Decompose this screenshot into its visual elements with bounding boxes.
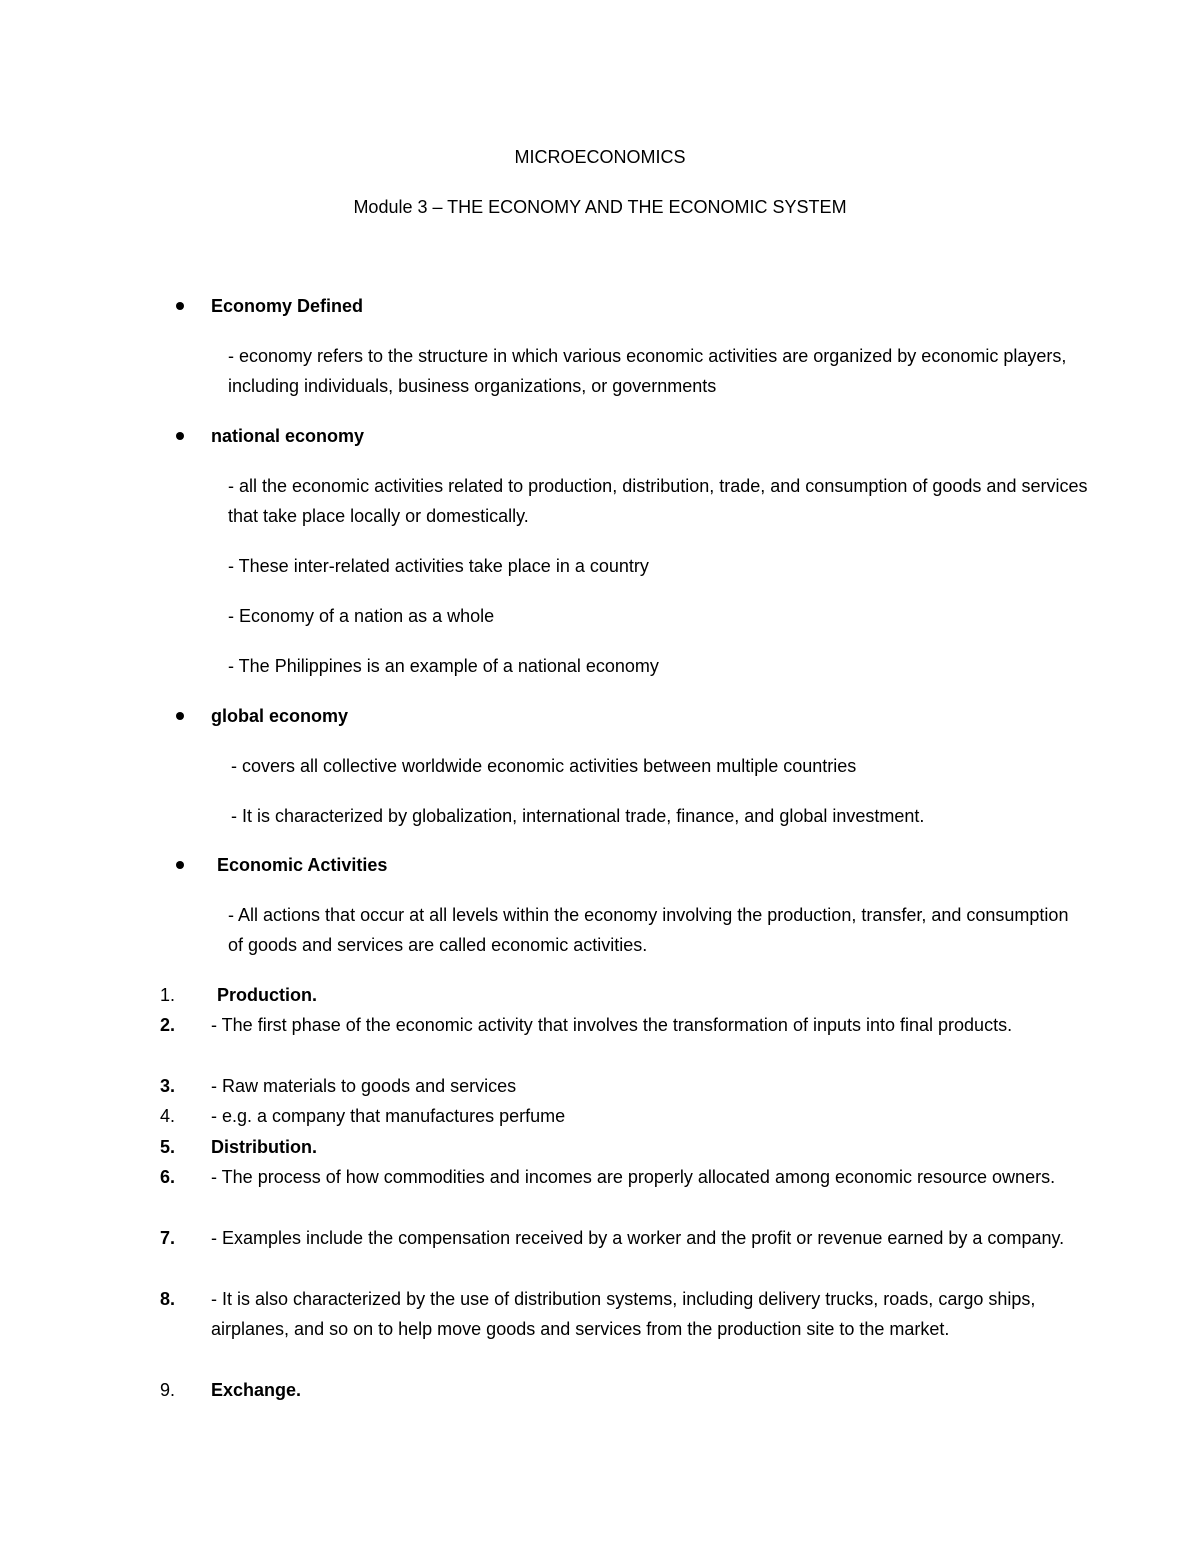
paragraph: - The Philippines is an example of a national economy [228,656,659,676]
bullet-icon [176,302,184,310]
bullet-icon [176,712,184,720]
document-title: MICROECONOMICS [514,147,686,167]
paragraph: - These inter-related activities take place in a country [228,556,649,576]
module-title: Module 3 – THE ECONOMY AND THE ECONOMIC SYSTEM [353,197,847,217]
paragraph: - all the economic activities related to production, distribution, trade, and consumption of goods and services that take place locally or domestically. [228,476,1088,526]
paragraph: - All actions that occur at all levels within the economy involving the production, transfer, and consumption of goods and services are called economic activities. [228,905,1069,955]
bullet-icon [176,861,184,869]
paragraph: - Economy of a nation as a whole [228,606,495,626]
paragraph: - economy refers to the structure in which various economic activities are organized by economic players, including individuals, business organizations, or governments [228,346,1067,396]
paragraph: - covers all collective worldwide economic activities between multiple countries [231,756,857,776]
bullet-icon [176,432,184,440]
document-page: MICROECONOMICS Module 3 – THE ECONOMY AND THE ECONOMIC SYSTEM Economy Defined - economy refers to the structure in which various economic activities are organized by economic players, including individuals, business organizations, or governments national economy - all the economic activities related to production, distribution, trade, and consumption of goods and services that take place locally or domestically. - These inter-related activities take place in a country - Economy of a nation as a whole - The Philippines is an example of a national economy global economy - covers all collective worldwide economic activities between multiple countries - It is characterized by globalization, international trade, finance, and global investment. Economic Activities - All actions that occur at all levels within the economy involving the production, transfer, and consumption of goods and services are called economic activities. 1. Production. 2. - The first phase of the economic activity that involves the transformation of inputs into final products. 3. - Raw materials to goods and services 4. - e.g. a company that manufactures perfume 5. Distribution. 6. - The process of how commodities and incomes are properly allocated among economic resource owners. 7. - Examples include the compensation received by a worker and the profit or revenue earned by a company. 8. - It is also characterized by the use of distribution systems, including delivery trucks, roads, cargo ships, airplanes, and so on to help move goods and services from the production site to the market. 9. Exchange. [0,0,1200,1553]
paragraph: - It is characterized by globalization, international trade, finance, and global investment. [231,806,925,826]
